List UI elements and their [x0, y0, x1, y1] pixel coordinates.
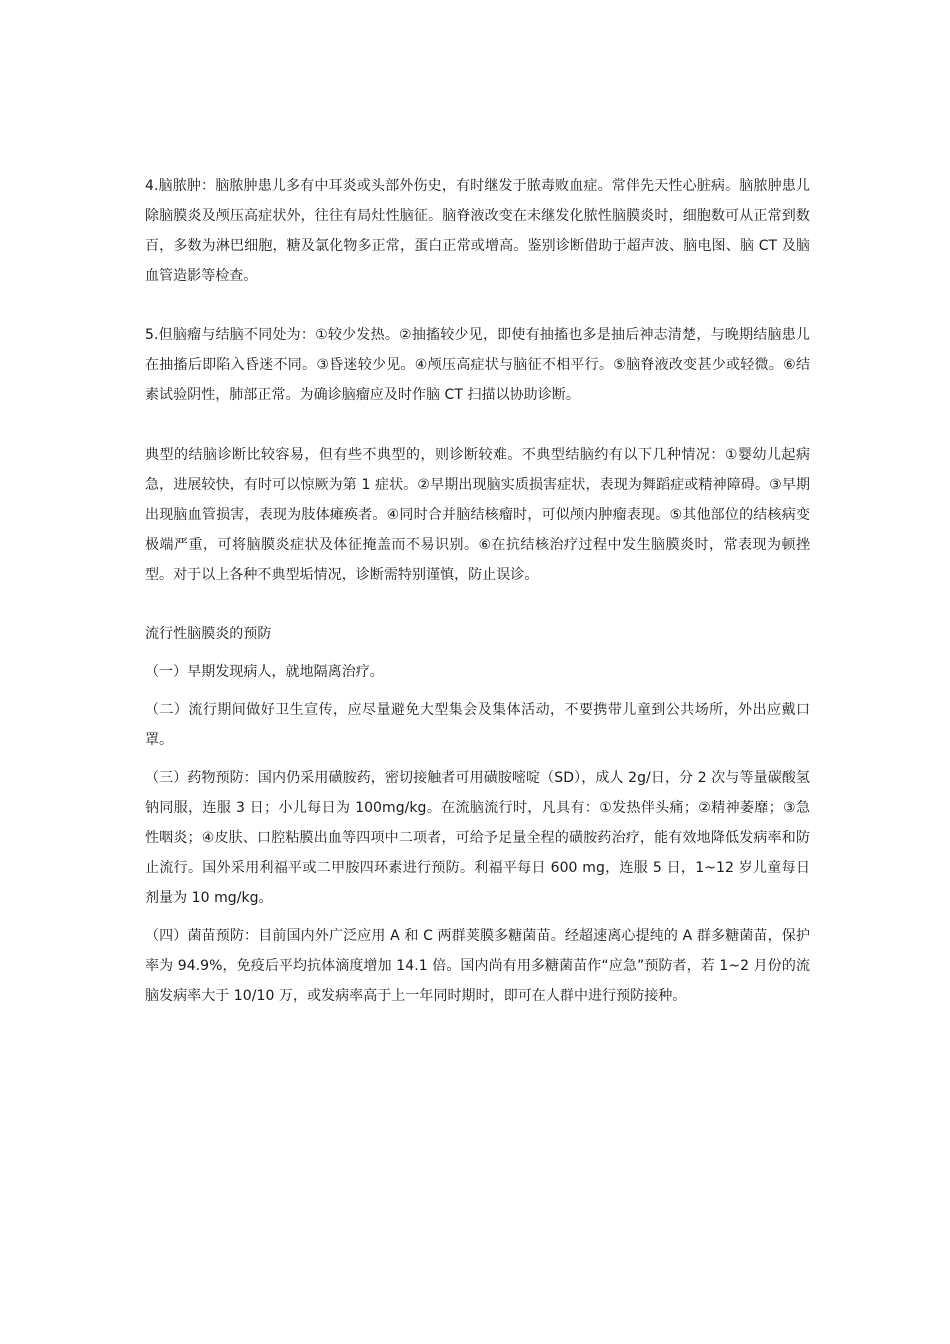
paragraph-brain-tumor: 5.但脑瘤与结脑不同处为：①较少发热。②抽搐较少见，即使有抽搐也多是抽后神志清楚，与晚期结脑患儿在抽搐后即陷入昏迷不同。③昏迷较少见。④颅压高症状与脑征不相平行。⑤脑脊液改变甚少或轻微。⑥结素试验阴性，肺部正常。为确诊脑瘤应及时作脑 CT 扫描以协助诊断。 — [145, 327, 810, 403]
paragraph-brain-abscess: 4.脑脓肿：脑脓肿患儿多有中耳炎或头部外伤史，有时继发于脓毒败血症。常伴先天性心脏病。脑脓肿患儿除脑膜炎及颅压高症状外，往往有局灶性脑征。脑脊液改变在未继发化脓性脑膜炎时，细胞数可从正常到数百，多数为淋巴细胞，糖及氯化物多正常，蛋白正常或增高。鉴别诊断借助于超声波、脑电图、脑 CT 及脑血管造影等检查。 — [145, 178, 810, 284]
prevention-item: （三）药物预防：国内仍采用磺胺药，密切接触者可用磺胺嘧啶（SD），成人 2g/日，分 2 次与等量碳酸氢钠同服，连服 3 日；小儿每日为 100mg/kg。在流脑流行时，凡具有：①发热伴头痛；②精神萎靡；③急性咽炎；④皮肤、口腔粘膜出血等四项中二项者，可给予足量全程的磺胺药治疗，能有效地降低发病率和防止流行。国外采用利福平或二甲胺四环素进行预防。利福平每日 600 mg，连服 5 日，1~12 岁儿童每日剂量为 10 mg/kg。 — [145, 770, 810, 906]
document-body — [145, 171, 810, 1011]
prevention-item: （二）流行期间做好卫生宣传，应尽量避免大型集会及集体活动，不要携带儿童到公共场所，外出应戴口罩。 — [145, 702, 810, 748]
paragraph-atypical-tbm: 典型的结脑诊断比较容易，但有些不典型的，则诊断较难。不典型结脑约有以下几种情况：①婴幼儿起病急，进展较快，有时可以惊厥为第 1 症状。②早期出现脑实质损害症状，表现为舞蹈症或精神障碍。③早期出现脑血管损害，表现为肢体瘫痪者。④同时合并脑结核瘤时，可似颅内肿瘤表现。⑤其他部位的结核病变极端严重，可将脑膜炎症状及体征掩盖而不易识别。⑥在抗结核治疗过程中发生脑膜炎时，常表现为顿挫型。对于以上各种不典型垢情况，诊断需特别谨慎，防止误诊。 — [145, 447, 810, 583]
section-heading: 流行性脑膜炎的预防 — [145, 626, 272, 642]
prevention-item: （四）菌苗预防：目前国内外广泛应用 A 和 C 两群荚膜多糖菌苗。经超速离心提纯的 A 群多糖菌苗，保护率为 94.9%，免疫后平均抗体滴度增加 14.1 倍。国内尚有用多糖菌苗作“应急”预防者，若 1~2 月份的流脑发病率大于 10/10 万，或发病率高于上一年同时期时，即可在人群中进行预防接种。 — [145, 928, 810, 1004]
prevention-item: （一）早期发现病人，就地隔离治疗。 — [145, 664, 384, 680]
